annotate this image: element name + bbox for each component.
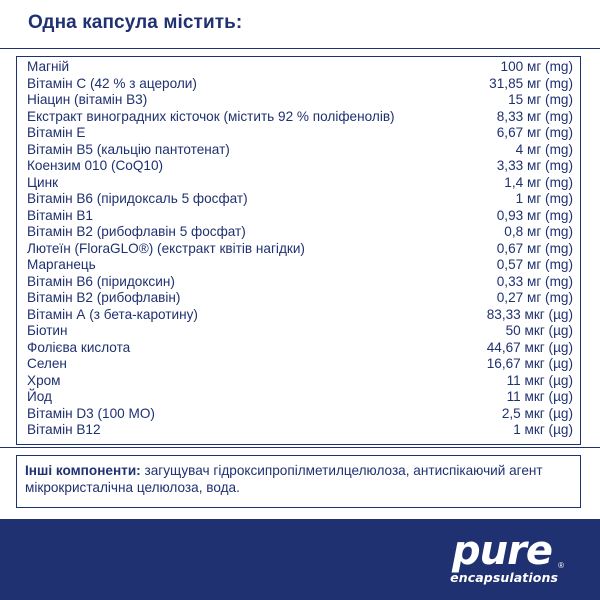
ingredient-name: Магній [27,59,70,74]
ingredient-amount: 83,33 мкг (µg) [486,306,573,322]
ingredient-row [27,274,573,291]
ingredients-list [27,59,573,439]
page-title: Одна капсула містить: [28,12,243,33]
ingredient-row [27,59,573,76]
ingredient-amount: 0,8 мг (mg) [504,224,573,239]
ingredient-amount: 15 мг (mg) [508,92,573,107]
ingredient-name: Вітамін С (42 % з ацероли) [27,75,197,91]
ingredient-row [27,257,573,274]
ingredient-row [27,125,573,142]
ingredient-name: Фолієва кислота [27,339,131,355]
ingredient-amount: 2,5 мкг (µg) [501,405,573,421]
ingredient-amount: 11 мкг (µg) [506,372,573,388]
ingredient-amount: 0,57 мг (mg) [496,257,573,272]
ingredient-name: Вітамін А (з бета-каротину) [27,306,198,322]
ingredient-name: Коензим 010 (CoQ10) [27,158,164,173]
ingredient-name: Хром [27,372,61,388]
ingredient-row [27,290,573,307]
ingredient-amount: 6,67 мг (mg) [496,125,573,140]
ingredient-name: Вітамін B12 [27,422,101,437]
ingredient-name: Вітамін B2 (рибофлавін 5 фосфат) [27,224,246,239]
ingredient-row [27,356,573,373]
ingredient-amount: 11 мкг (µg) [506,389,573,404]
ingredient-amount: 31,85 мг (mg) [489,75,573,91]
ingredient-amount: 3,33 мг (mg) [496,158,573,173]
ingredient-name: Йод [27,389,52,404]
ingredient-amount: 8,33 мг (mg) [496,108,573,124]
ingredient-name: Вітамін B1 [27,207,93,223]
ingredient-row [27,406,573,423]
ingredient-name: Лютеїн (FloraGLO®) (екстракт квітів нагідки) [27,240,305,256]
ingredient-amount: 1,4 мг (mg) [504,174,573,190]
ingredient-amount: 4 мг (mg) [515,141,573,157]
top-divider [0,48,600,49]
ingredient-row [27,158,573,175]
ingredient-name: Вітамін D3 (100 МО) [27,405,155,421]
logo-tagline: encapsulations [450,570,558,585]
ingredient-row [27,142,573,159]
ingredient-amount: 1 мкг (µg) [513,422,573,437]
ingredient-row [27,307,573,324]
pure-encapsulations-logo [418,528,564,585]
ingredient-row [27,191,573,208]
other-components-box [16,455,581,508]
registered-mark: ® [558,561,564,570]
ingredient-amount: 0,67 мг (mg) [496,240,573,256]
ingredient-row [27,175,573,192]
ingredient-name: Вітамін Е [27,125,86,140]
ingredient-row [27,340,573,357]
ingredient-amount: 0,93 мг (mg) [496,207,573,223]
other-components-label: Інші компоненти: [25,463,141,478]
ingredient-amount: 100 мг (mg) [500,59,573,74]
ingredient-amount: 1 мг (mg) [515,191,573,206]
ingredient-name: Вітамін B6 (піридоксаль 5 фосфат) [27,191,248,206]
ingredient-row [27,92,573,109]
ingredient-row [27,389,573,406]
logo-wordmark: pure [452,528,552,574]
ingredient-row [27,241,573,258]
ingredient-name: Селен [27,356,67,371]
ingredient-amount: 50 мкг (µg) [505,323,573,338]
ingredient-name: Вітамін В5 (кальцію пантотенат) [27,141,230,157]
ingredient-amount: 0,33 мг (mg) [496,273,573,289]
other-components-text: загущувач гідроксипропілметилцелюлоза, антиспікаючий агент мікрокристалічна целюлоза, вода. [25,463,543,495]
middle-divider [0,447,600,448]
ingredient-amount: 16,67 мкг (µg) [486,356,573,371]
ingredient-row [27,208,573,225]
ingredient-amount: 44,67 мкг (µg) [486,339,573,355]
ingredient-name: Екстракт виноградних кісточок (містить 92 % поліфенолів) [27,108,395,124]
ingredient-amount: 0,27 мг (mg) [496,290,573,305]
ingredient-name: Вітамін B6 (піридоксин) [27,273,175,289]
ingredient-name: Вітамін B2 (рибофлавін) [27,290,181,305]
ingredient-name: Марганець [27,257,96,272]
ingredient-name: Ніацин (вітамін B3) [27,92,148,107]
ingredient-row [27,422,573,439]
ingredient-row [27,373,573,390]
ingredient-row [27,76,573,93]
brand-footer [0,519,600,600]
ingredient-row [27,323,573,340]
ingredient-row [27,224,573,241]
ingredient-row [27,109,573,126]
ingredient-name: Біотин [27,323,68,338]
ingredient-name: Цинк [27,174,59,190]
